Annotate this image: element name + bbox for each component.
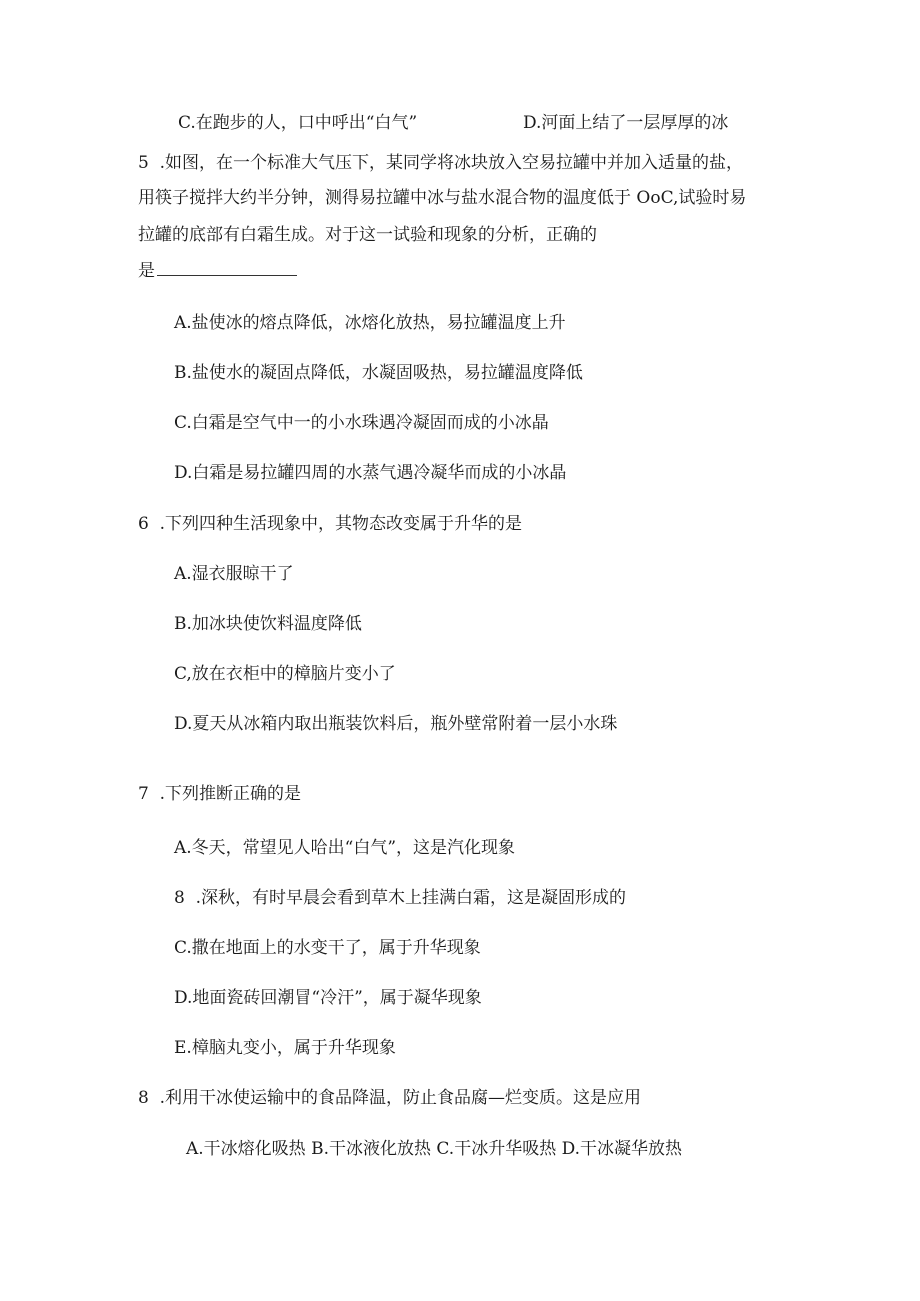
q5-option-c: C.白霜是空气中一的小水珠遇冷凝固而成的小冰晶 xyxy=(174,413,549,433)
q4-option-d: D.河面上结了一层厚厚的冰 xyxy=(523,113,729,133)
q5-stem-line-1: 5 .如图，在一个标准大气压下，某同学将冰块放入空易拉罐中并加入适量的盐， xyxy=(138,153,744,173)
q8-options: A.干冰熔化吸热 B.干冰液化放热 C.干冰升华吸热 D.干冰凝华放热 xyxy=(186,1139,683,1159)
q7-stem: 7 .下列推断正确的是 xyxy=(138,784,302,804)
q5-stem-line-4-text: 是 xyxy=(138,261,155,281)
q7-option-e: E.樟脑丸变小，属于升华现象 xyxy=(174,1038,396,1058)
q6-stem: 6 .下列四种生活现象中，其物态改变属于升华的是 xyxy=(138,514,523,534)
q7-option-a: A.冬天，常望见人哈出“白气”，这是汽化现象 xyxy=(174,838,516,858)
q4-option-c: C.在跑步的人，口中呼出“白气” xyxy=(178,113,418,133)
q6-option-b: B.加冰块使饮料温度降低 xyxy=(174,614,362,634)
q5-stem-line-4 xyxy=(138,263,297,280)
q7-option-d: D.地面瓷砖回潮冒“冷汗”，属于凝华现象 xyxy=(174,988,482,1008)
q5-option-b: B.盐使水的凝固点降低，水凝固吸热，易拉罐温度降低 xyxy=(174,363,583,383)
q5-option-d: D.白霜是易拉罐四周的水蒸气遇冷凝华而成的小冰晶 xyxy=(174,463,567,483)
q5-stem-line-3: 拉罐的底部有白霜生成。对于这一试验和现象的分析，正确的 xyxy=(138,225,597,245)
answer-blank xyxy=(157,274,297,276)
q8-stem: 8 .利用干冰使运输中的食品降温，防止食品腐—烂变质。这是应用 xyxy=(138,1088,642,1108)
q5-option-a: A.盐使冰的熔点降低，冰熔化放热，易拉罐温度上升 xyxy=(174,313,566,333)
q7-option-b: 8 .深秋，有时早晨会看到草木上挂满白霜，这是凝固形成的 xyxy=(174,888,627,908)
q7-option-c: C.撒在地面上的水变干了，属于升华现象 xyxy=(174,938,481,958)
q6-option-a: A.湿衣服晾干了 xyxy=(174,564,294,584)
q6-option-d: D.夏天从冰箱内取出瓶装饮料后，瓶外壁常附着一层小水珠 xyxy=(174,714,618,734)
q5-stem-line-2: 用筷子搅拌大约半分钟，测得易拉罐中冰与盐水混合物的温度低于 OoC,试验时易 xyxy=(138,188,747,208)
q6-option-c: C,放在衣柜中的樟脑片变小了 xyxy=(174,664,396,684)
